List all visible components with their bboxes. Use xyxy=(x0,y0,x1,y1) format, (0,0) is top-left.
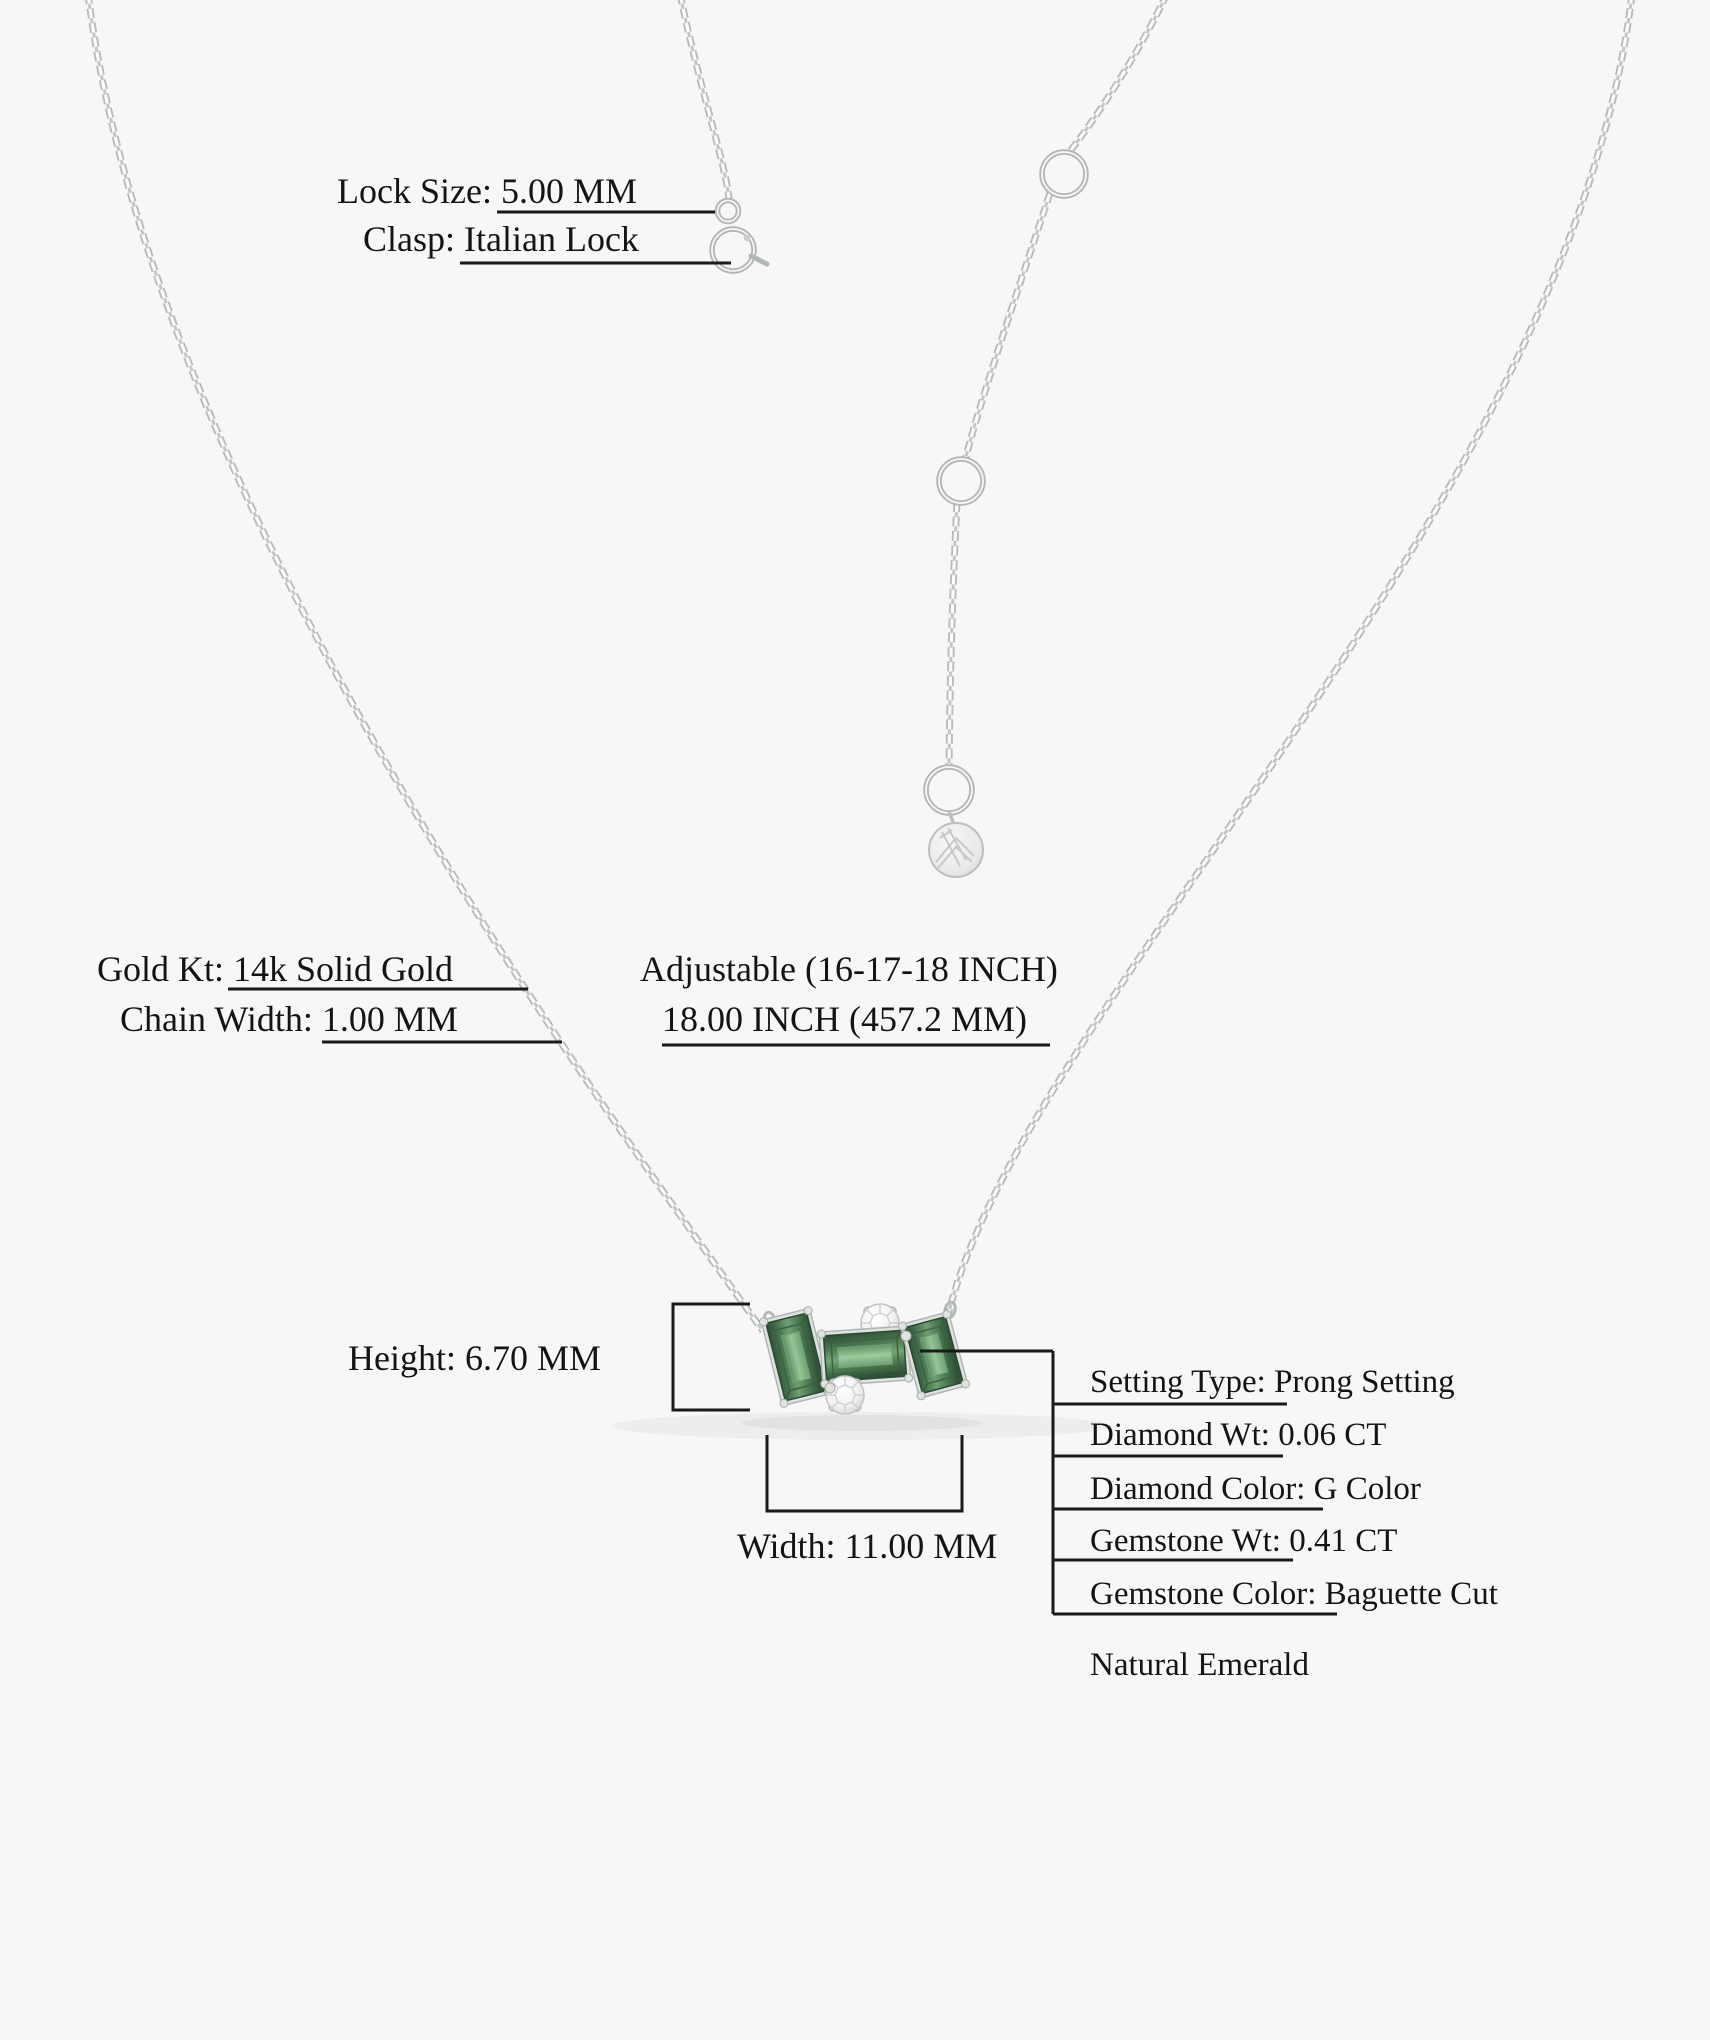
width-label: Width: 11.00 MM xyxy=(737,1526,998,1566)
clasp-chain xyxy=(680,0,729,199)
chain-width-label: Chain Width: 1.00 MM xyxy=(120,999,458,1039)
clasp-label: Clasp: Italian Lock xyxy=(363,219,639,259)
round-diamond-bottom-icon xyxy=(826,1376,864,1414)
height-bracket xyxy=(673,1304,750,1410)
emerald-baguette-right-icon xyxy=(898,1309,971,1400)
brand-disc-tag-icon xyxy=(929,812,983,877)
extender-ring-1 xyxy=(1042,152,1086,196)
extender-ring-2 xyxy=(939,459,983,503)
gemstone-wt-label: Gemstone Wt: 0.41 CT xyxy=(1090,1523,1398,1559)
width-bracket xyxy=(767,1435,962,1511)
diamond-color-label: Diamond Color: G Color xyxy=(1090,1471,1421,1507)
setting-ball-right xyxy=(901,1331,911,1341)
pendant-shadow xyxy=(612,1412,1112,1440)
emerald-baguette-middle-icon xyxy=(817,1324,913,1388)
pendant xyxy=(759,1301,971,1414)
gemstone-type-label: Natural Emerald xyxy=(1090,1647,1309,1683)
extender-chain xyxy=(949,0,1167,767)
extender-ring-3 xyxy=(926,767,972,813)
adjustable-label: Adjustable (16-17-18 INCH) xyxy=(640,949,1058,989)
setting-type-label: Setting Type: Prong Setting xyxy=(1090,1364,1455,1400)
setting-ball-left xyxy=(825,1383,835,1393)
lock-size-label: Lock Size: 5.00 MM xyxy=(337,171,637,211)
gemstone-color-label: Gemstone Color: Baguette Cut xyxy=(1090,1576,1498,1612)
height-label: Height: 6.70 MM xyxy=(348,1338,602,1378)
spring-ring-clasp-icon xyxy=(712,201,767,272)
diamond-wt-label: Diamond Wt: 0.06 CT xyxy=(1090,1417,1387,1453)
gold-kt-label: Gold Kt: 14k Solid Gold xyxy=(97,949,454,989)
length-label: 18.00 INCH (457.2 MM) xyxy=(662,999,1027,1039)
